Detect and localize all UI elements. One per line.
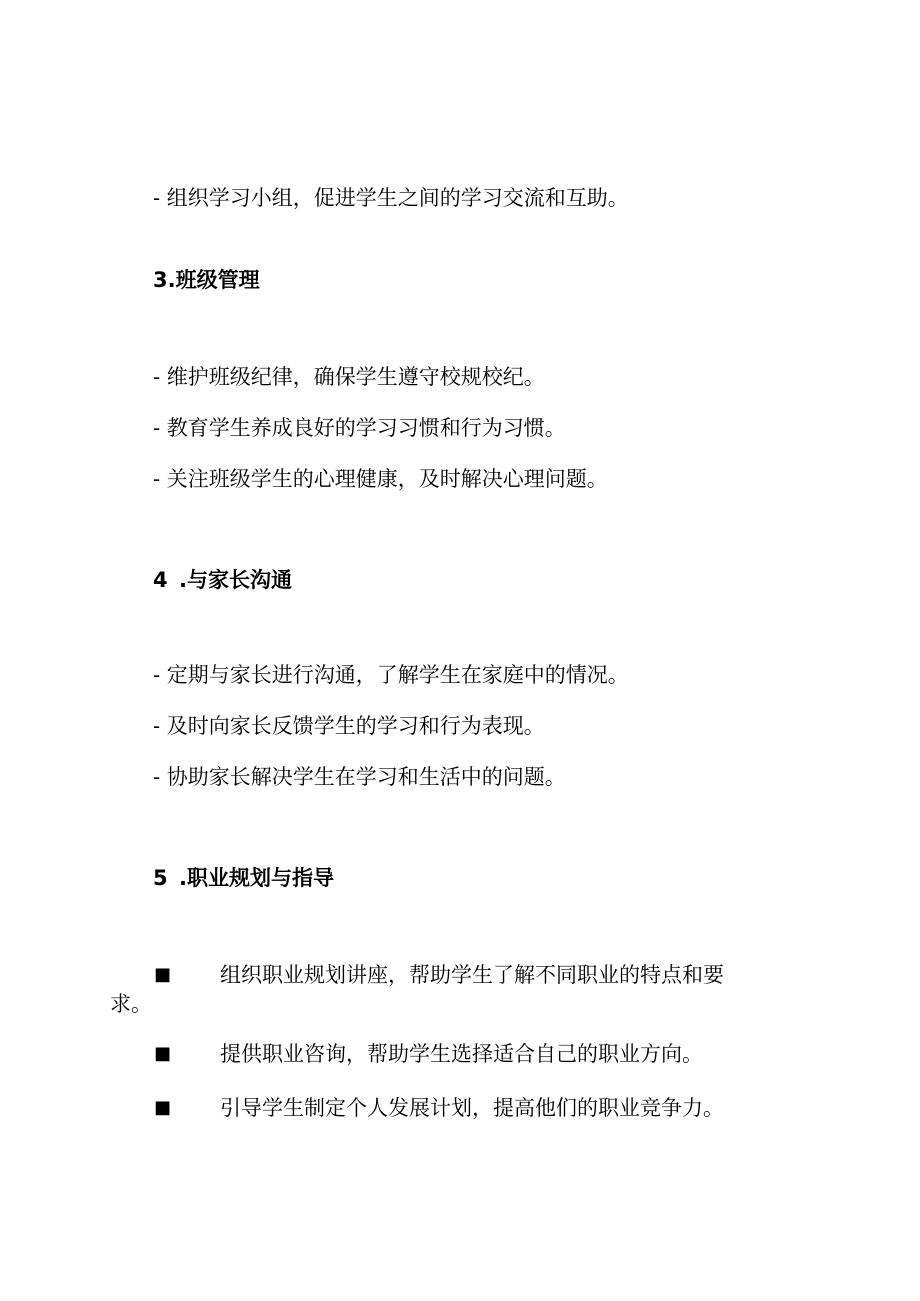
section-number: 3. — [153, 268, 176, 292]
list-item: - 及时向家长反馈学生的学习和行为表现。 — [153, 714, 545, 738]
bullet-text: 引导学生制定个人发展计划，提高他们的职业竞争力。 — [220, 1096, 724, 1120]
bullet-text-continuation: 求。 — [110, 992, 152, 1016]
square-bullet-icon: ■ — [154, 1043, 172, 1064]
list-item: - 协助家长解决学生在学习和生活中的问题。 — [153, 765, 566, 789]
bullet-text: 提供职业咨询，帮助学生选择适合自己的职业方向。 — [220, 1042, 703, 1066]
section-heading-5 — [153, 864, 334, 892]
list-item: - 组织学习小组，促进学生之间的学习交流和互助。 — [153, 186, 629, 210]
section-heading-4 — [153, 566, 292, 594]
section-title: 班级管理 — [175, 268, 260, 292]
section-number: 5 — [153, 866, 168, 890]
list-item: - 定期与家长进行沟通，了解学生在家庭中的情况。 — [153, 663, 629, 687]
square-bullet-icon: ■ — [154, 1097, 172, 1118]
section-heading-3 — [153, 266, 260, 294]
list-item: - 关注班级学生的心理健康，及时解决心理问题。 — [153, 467, 608, 491]
bullet-text: 组织职业规划讲座，帮助学生了解不同职业的特点和要 — [220, 963, 724, 987]
section-number: 4 — [153, 568, 168, 592]
section-title: .与家长沟通 — [179, 568, 292, 592]
list-item: - 维护班级纪律，确保学生遵守校规校纪。 — [153, 365, 545, 389]
list-item: - 教育学生养成良好的学习习惯和行为习惯。 — [153, 416, 566, 440]
square-bullet-icon: ■ — [154, 964, 172, 985]
section-title: .职业规划与指导 — [179, 866, 334, 890]
